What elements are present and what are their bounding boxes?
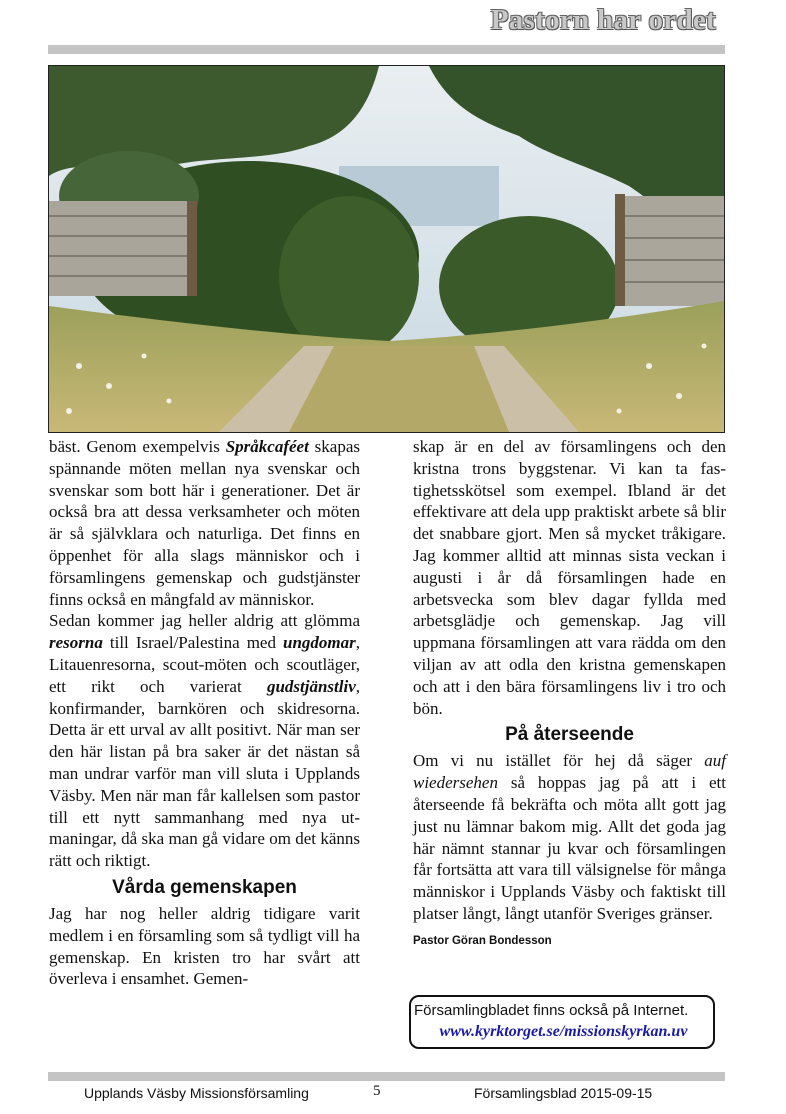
text-run: bäst. Genom exempelvis <box>49 437 226 456</box>
emphasis-ungdomar: ungdomar <box>283 633 356 653</box>
text-run: till Israel/Palestina med <box>102 633 283 653</box>
emphasis-resorna: resorna <box>49 633 103 653</box>
signature: Pastor Göran Bondesson <box>413 934 552 947</box>
text-run: Sedan kommer jag heller aldrig att glömma <box>49 611 360 631</box>
text-run: , Litauenresorna, scout-möten och scoutläger, ett rikt och varierat <box>49 633 360 696</box>
footer-issue-date: Församlingsblad 2015-09-15 <box>474 1085 653 1101</box>
emphasis-sprakcafeet: Språkcaféet <box>225 437 309 456</box>
text-run: , konfirmander, barnkören och skidresorna. Detta är ett urval av allt positivt. När man ser den här listan på bra saker är det nästan så man undrar varför man vill sluta i Upplands Väsby. Men när man får kallelsen som pastor till ett nytt sammanhang med nya utmaningar, då ska man gå vidare om det känns rätt och riktigt. <box>49 676 360 871</box>
emphasis-gudstjanstliv: gudstjänstliv <box>266 676 356 696</box>
landscape-photo <box>48 65 725 433</box>
footer-organization: Upplands Väsby Missionsförsamling <box>84 1085 309 1101</box>
emphasis-auf-wiedersehen: auf wiedersehen <box>413 751 726 793</box>
section-heading: På återseende <box>505 724 634 746</box>
paragraph: skap är en del av församlingens och den kristna trons byggstenar. Vi kan ta fastighetsskötsel som exempel. Ibland är det effektivare att dela upp praktiskt arbete så blir det snabbare gjort. Men så mycket tråkigare. Jag kommer alltid att minnas sista veckan i augusti i år då församlingen hade en arbetsvecka som blev dagar fyllda med arbetsglädje och gemenskap. Jag vill uppmana församlingen att vara rädda om den viljan av att odla den kristna gemenskapen och att i den bära församlingens liv i tro och bön. <box>413 437 726 718</box>
left-column <box>49 436 360 990</box>
paragraph <box>413 750 726 924</box>
internet-info-box <box>409 995 715 1049</box>
info-text: Församlingbladet finns också på Internet. <box>414 1002 689 1019</box>
page-title: Pastorn har ordet <box>490 4 716 36</box>
bottom-rule <box>48 1072 725 1081</box>
paragraph: Jag har nog heller aldrig tidigare varit medlem i en församling som så tydligt vill ha gemenskap. En kristen tro har svårt att överleva i ensamhet. Gemen- <box>49 903 360 989</box>
photo-illustration <box>49 66 724 432</box>
page-number: 5 <box>373 1083 381 1099</box>
text-run: skapas spännande möten mellan nya svenskar och svenskar som bott här i generationer. Det är också bra att dessa verksamheter och möten är så självklara och naturliga. Det finns en öppenhet för alla slags människor och i församlingens gemenskap och gudstjänster finns också en mångfald av människor. <box>49 437 360 609</box>
paragraph <box>49 610 360 872</box>
text-run: Om vi nu istället för hej då säger <box>413 751 705 771</box>
paragraph <box>49 436 360 610</box>
top-rule <box>48 45 725 54</box>
text-run: så hoppas jag på att i ett återseende få bekräfta och möta allt gott jag just nu lämnar bakom mig. Allt det goda jag här nämnt stannar ju kvar och församlingen får fortsätta att vara till välsignelse för många människor i Upplands Väsby och faktiskt till platser långt, långt utanför Sveriges gränser. <box>413 773 726 923</box>
right-column <box>413 436 726 953</box>
section-heading: Vårda gemenskapen <box>112 876 297 898</box>
website-link[interactable]: www.kyrktorget.se/missionskyrkan.uv <box>439 1023 688 1040</box>
